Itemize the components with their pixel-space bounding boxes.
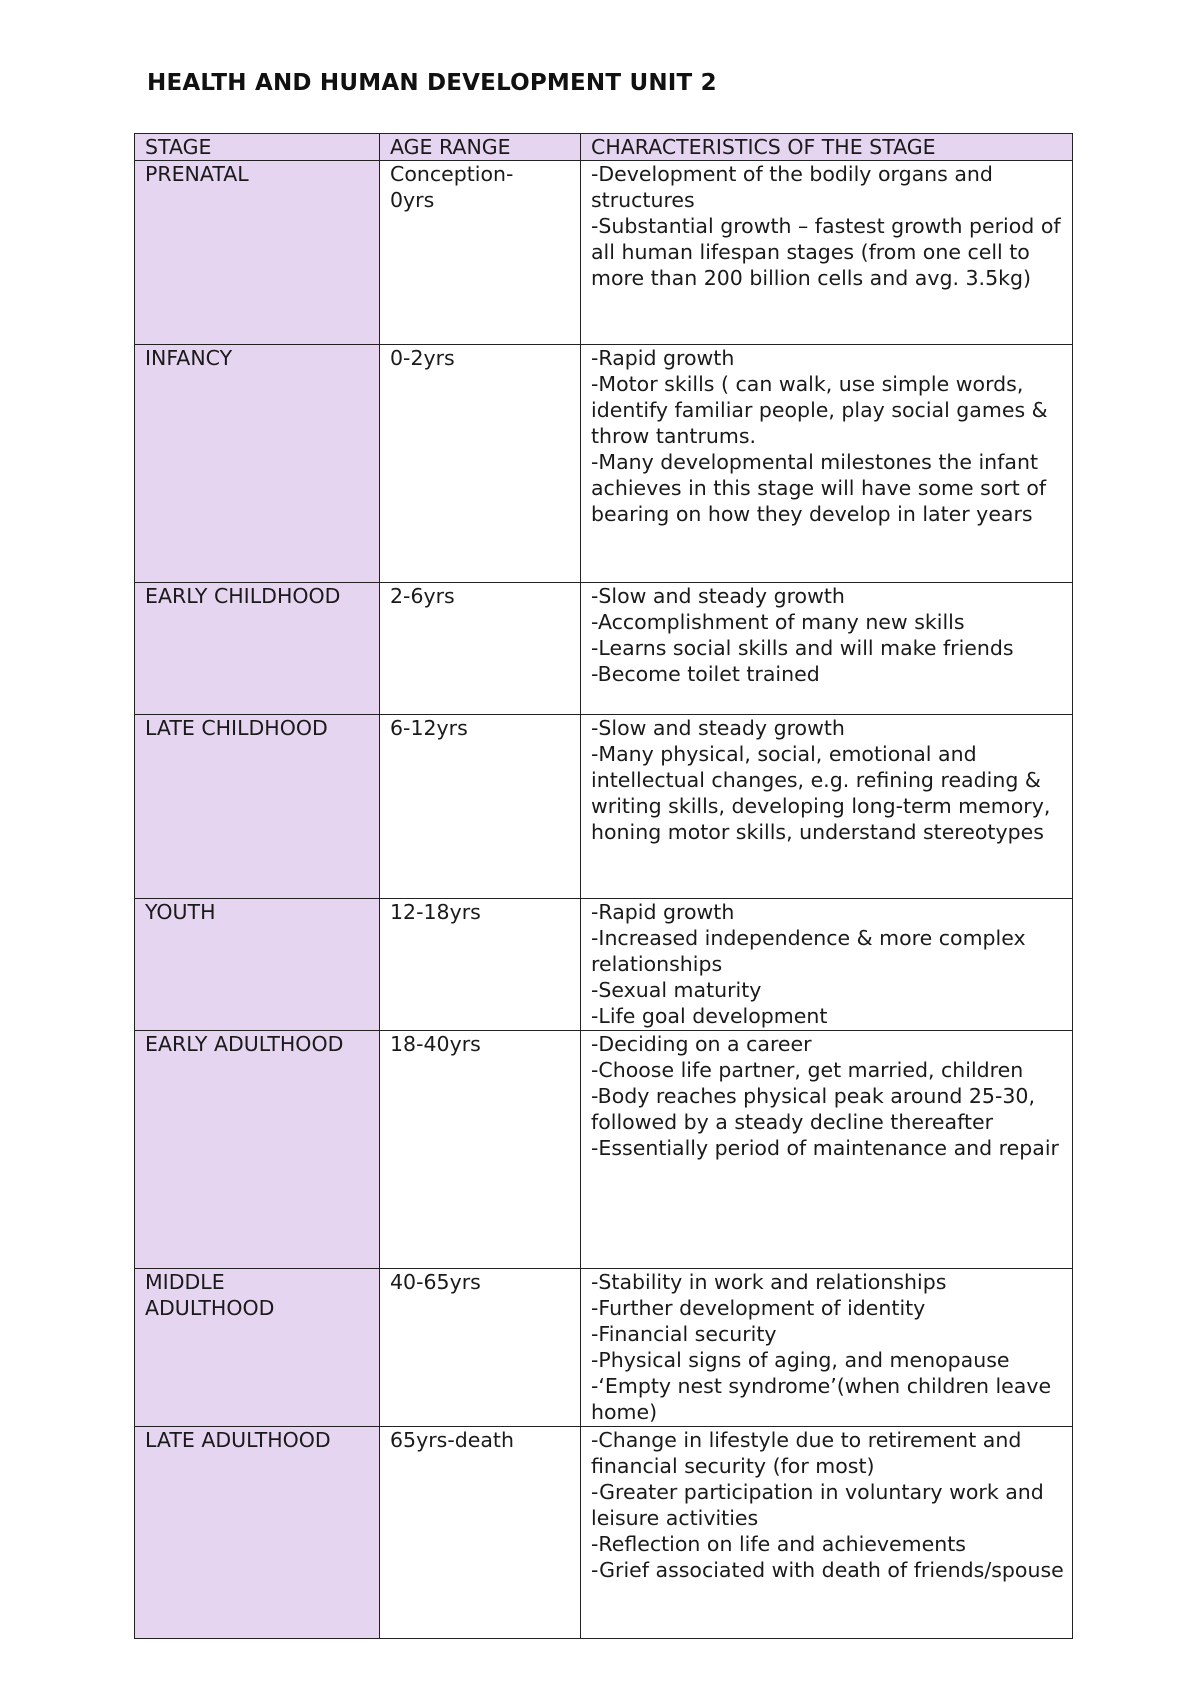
characteristic-item: -Financial security	[591, 1322, 777, 1346]
age-range-cell: 65yrs-death	[380, 1427, 581, 1639]
characteristics-cell	[581, 1269, 1073, 1427]
characteristics-cell	[581, 345, 1073, 583]
age-range-cell: 12-18yrs	[380, 899, 581, 1031]
characteristic-item: -‘Empty nest syndrome’(when children leave home)	[591, 1374, 1052, 1424]
characteristic-item: -Accomplishment of many new skills	[591, 610, 965, 634]
table-row	[135, 1031, 1073, 1269]
stage-cell: LATE ADULTHOOD	[135, 1427, 380, 1639]
characteristic-item: -Further development of identity	[591, 1296, 926, 1320]
characteristics-cell	[581, 715, 1073, 899]
characteristics-cell	[581, 583, 1073, 715]
stage-cell: PRENATAL	[135, 161, 380, 345]
characteristic-item: -Slow and steady growth	[591, 716, 845, 740]
stage-cell: LATE CHILDHOOD	[135, 715, 380, 899]
table-row	[135, 715, 1073, 899]
characteristic-item: -Development of the bodily organs and structures	[591, 162, 993, 212]
characteristic-item: -Substantial growth – fastest growth period of all human lifespan stages (from one cell to more than 200 billion cells and avg. 3.5kg)	[591, 214, 1061, 290]
characteristic-item: -Rapid growth	[591, 346, 735, 370]
age-range-cell: 18-40yrs	[380, 1031, 581, 1269]
characteristic-item: -Many physical, social, emotional and intellectual changes, e.g. refining reading & writing skills, developing long-term memory, honing motor skills, understand stereotypes	[591, 742, 1051, 844]
characteristic-item: -Physical signs of aging, and menopause	[591, 1348, 1010, 1372]
characteristic-item: -Motor skills ( can walk, use simple words, identify familiar people, play social games & throw tantrums.	[591, 372, 1048, 448]
characteristics-cell	[581, 1427, 1073, 1639]
characteristic-item: -Life goal development	[591, 1004, 828, 1028]
characteristic-item: -Grief associated with death of friends/spouse	[591, 1558, 1064, 1582]
characteristic-item: -Deciding on a career	[591, 1032, 812, 1056]
table-row	[135, 1269, 1073, 1427]
table-row	[135, 345, 1073, 583]
age-range-cell: 2-6yrs	[380, 583, 581, 715]
characteristic-item: -Reflection on life and achievements	[591, 1532, 966, 1556]
age-range-cell: 6-12yrs	[380, 715, 581, 899]
characteristic-item: -Many developmental milestones the infant achieves in this stage will have some sort of bearing on how they develop in later years	[591, 450, 1047, 526]
table-row	[135, 583, 1073, 715]
table-row	[135, 161, 1073, 345]
characteristics-cell	[581, 899, 1073, 1031]
characteristic-item: -Stability in work and relationships	[591, 1270, 947, 1294]
age-range-cell: Conception- 0yrs	[380, 161, 581, 345]
header-characteristics: CHARACTERISTICS OF THE STAGE	[581, 134, 1073, 161]
characteristic-item: -Change in lifestyle due to retirement and financial security (for most)	[591, 1428, 1022, 1478]
characteristic-item: -Become toilet trained	[591, 662, 820, 686]
characteristic-item: -Essentially period of maintenance and repair	[591, 1136, 1059, 1160]
document-title: HEALTH AND HUMAN DEVELOPMENT UNIT 2	[147, 70, 717, 96]
age-range-cell: 0-2yrs	[380, 345, 581, 583]
stage-cell: YOUTH	[135, 899, 380, 1031]
table-row	[135, 899, 1073, 1031]
characteristic-item: -Sexual maturity	[591, 978, 762, 1002]
characteristics-cell	[581, 1031, 1073, 1269]
age-range-cell: 40-65yrs	[380, 1269, 581, 1427]
stage-cell: MIDDLE ADULTHOOD	[135, 1269, 380, 1427]
characteristic-item: -Body reaches physical peak around 25-30, followed by a steady decline thereafter	[591, 1084, 1035, 1134]
characteristic-item: -Increased independence & more complex relationships	[591, 926, 1026, 976]
characteristics-cell	[581, 161, 1073, 345]
characteristic-item: -Slow and steady growth	[591, 584, 845, 608]
development-stages-table	[134, 133, 1073, 1639]
header-stage: STAGE	[135, 134, 380, 161]
table-row	[135, 1427, 1073, 1639]
header-age-range: AGE RANGE	[380, 134, 581, 161]
stage-cell: INFANCY	[135, 345, 380, 583]
characteristic-item: -Rapid growth	[591, 900, 735, 924]
stage-cell: EARLY CHILDHOOD	[135, 583, 380, 715]
characteristic-item: -Greater participation in voluntary work and leisure activities	[591, 1480, 1044, 1530]
table-header-row	[135, 134, 1073, 161]
stage-cell: EARLY ADULTHOOD	[135, 1031, 380, 1269]
characteristic-item: -Choose life partner, get married, children	[591, 1058, 1024, 1082]
characteristic-item: -Learns social skills and will make friends	[591, 636, 1014, 660]
